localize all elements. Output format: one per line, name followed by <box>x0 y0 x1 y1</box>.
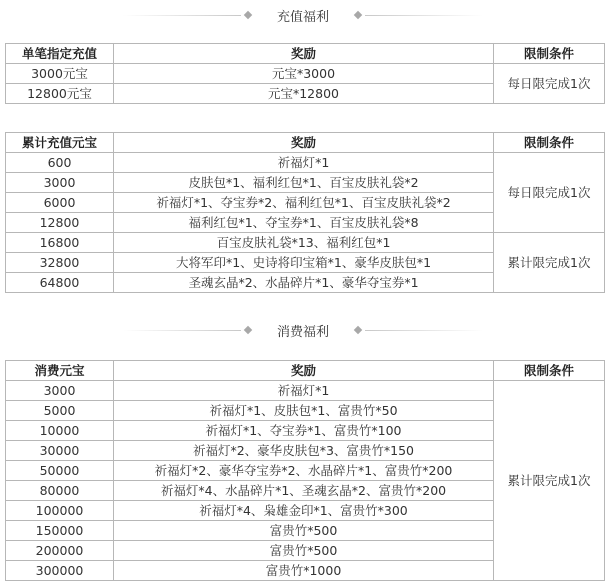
amount-cell: 200000 <box>6 541 114 561</box>
section-title-text: 消费福利 <box>276 324 329 340</box>
column-header: 奖励 <box>114 361 494 381</box>
column-header: 限制条件 <box>494 44 605 64</box>
reward-cell: 祈福灯*2、豪华夺宝券*2、水晶碎片*1、富贵竹*200 <box>114 461 494 481</box>
reward-cell: 祈福灯*2、豪华皮肤包*3、富贵竹*150 <box>114 441 494 461</box>
amount-cell: 80000 <box>6 481 114 501</box>
reward-cell: 福利红包*1、夺宝券*1、百宝皮肤礼袋*8 <box>114 213 494 233</box>
section-title-text: 充值福利 <box>276 9 329 25</box>
column-header: 限制条件 <box>494 361 605 381</box>
reward-cell: 富贵竹*500 <box>114 541 494 561</box>
reward-cell: 百宝皮肤礼袋*13、福利红包*1 <box>114 233 494 253</box>
condition-cell: 每日限完成1次 <box>494 64 605 104</box>
consume-table <box>5 360 605 581</box>
section-title-recharge <box>0 5 606 25</box>
amount-cell: 50000 <box>6 461 114 481</box>
condition-cell: 累计限完成1次 <box>494 381 605 581</box>
diamond-icon <box>244 326 252 334</box>
amount-cell: 6000 <box>6 193 114 213</box>
diamond-icon <box>354 326 362 334</box>
amount-cell: 10000 <box>6 421 114 441</box>
amount-cell: 30000 <box>6 441 114 461</box>
column-header: 限制条件 <box>494 133 605 153</box>
reward-cell: 祈福灯*1、夺宝券*1、富贵竹*100 <box>114 421 494 441</box>
amount-cell: 12800 <box>6 213 114 233</box>
column-header: 单笔指定充值 <box>6 44 114 64</box>
amount-cell: 150000 <box>6 521 114 541</box>
amount-cell: 32800 <box>6 253 114 273</box>
divider-line <box>365 330 483 331</box>
reward-cell: 圣魂玄晶*2、水晶碎片*1、豪华夺宝券*1 <box>114 273 494 293</box>
diamond-icon <box>244 11 252 19</box>
diamond-icon <box>354 11 362 19</box>
reward-cell: 祈福灯*1 <box>114 153 494 173</box>
condition-cell: 每日限完成1次 <box>494 153 605 233</box>
table-header-row <box>6 361 605 381</box>
table-row <box>6 381 605 401</box>
amount-cell: 64800 <box>6 273 114 293</box>
reward-cell: 祈福灯*1 <box>114 381 494 401</box>
reward-cell: 祈福灯*4、枭雄金印*1、富贵竹*300 <box>114 501 494 521</box>
amount-cell: 3000 <box>6 381 114 401</box>
section-title-consume <box>0 320 606 340</box>
column-header: 消费元宝 <box>6 361 114 381</box>
column-header: 奖励 <box>114 44 494 64</box>
single-recharge-table <box>5 43 605 104</box>
reward-cell: 富贵竹*1000 <box>114 561 494 581</box>
condition-cell: 累计限完成1次 <box>494 233 605 293</box>
amount-cell: 100000 <box>6 501 114 521</box>
reward-cell: 元宝*3000 <box>114 64 494 84</box>
reward-cell: 祈福灯*1、夺宝券*2、福利红包*1、百宝皮肤礼袋*2 <box>114 193 494 213</box>
reward-cell: 富贵竹*500 <box>114 521 494 541</box>
reward-cell: 皮肤包*1、福利红包*1、百宝皮肤礼袋*2 <box>114 173 494 193</box>
table-row <box>6 233 605 253</box>
reward-cell: 祈福灯*4、水晶碎片*1、圣魂玄晶*2、富贵竹*200 <box>114 481 494 501</box>
column-header: 累计充值元宝 <box>6 133 114 153</box>
amount-cell: 5000 <box>6 401 114 421</box>
divider-line <box>123 330 241 331</box>
table-header-row <box>6 133 605 153</box>
reward-cell: 大将军印*1、史诗将印宝箱*1、豪华皮肤包*1 <box>114 253 494 273</box>
cumulative-recharge-table <box>5 132 605 293</box>
table-row <box>6 153 605 173</box>
table-header-row <box>6 44 605 64</box>
divider-line <box>365 15 483 16</box>
reward-cell: 元宝*12800 <box>114 84 494 104</box>
amount-cell: 300000 <box>6 561 114 581</box>
amount-cell: 600 <box>6 153 114 173</box>
reward-cell: 祈福灯*1、皮肤包*1、富贵竹*50 <box>114 401 494 421</box>
column-header: 奖励 <box>114 133 494 153</box>
table-row <box>6 64 605 84</box>
amount-cell: 16800 <box>6 233 114 253</box>
amount-cell: 3000 <box>6 173 114 193</box>
divider-line <box>123 15 241 16</box>
amount-cell: 3000元宝 <box>6 64 114 84</box>
amount-cell: 12800元宝 <box>6 84 114 104</box>
